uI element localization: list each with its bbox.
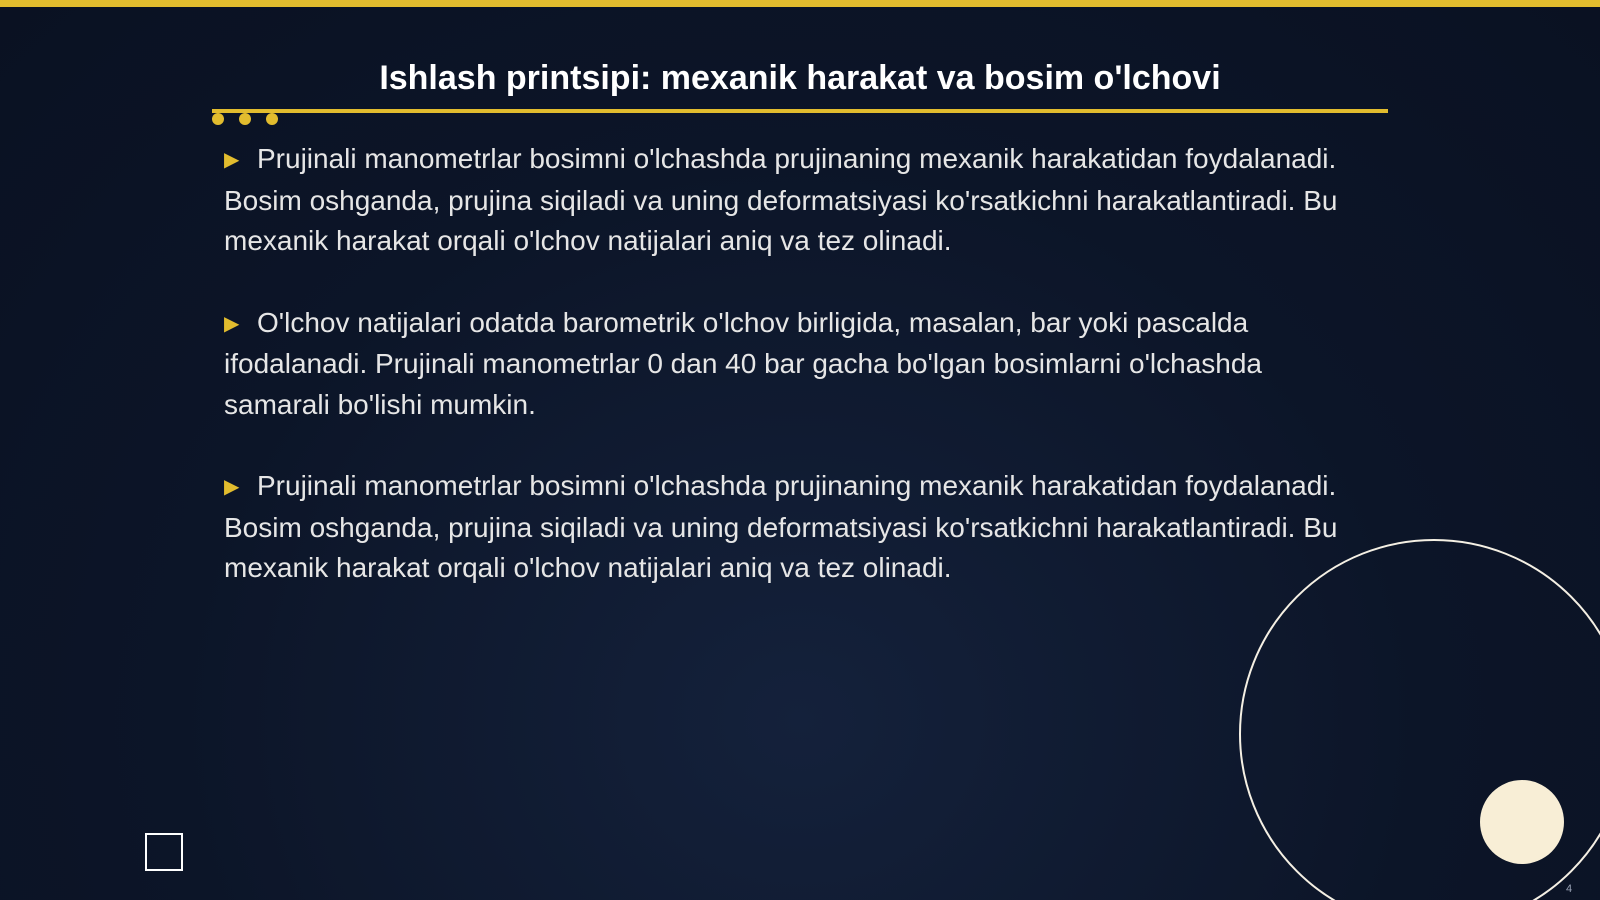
slide-title: Ishlash printsipi: mexanik harakat va bosim o'lchovi xyxy=(379,59,1221,97)
bullet-paragraph-1 xyxy=(224,139,1374,262)
top-accent-bar xyxy=(0,0,1600,7)
triangle-bullet-icon: ▶ xyxy=(224,476,240,498)
dot-icon xyxy=(266,113,278,125)
title-underline xyxy=(212,109,1388,113)
triangle-bullet-icon: ▶ xyxy=(224,312,240,335)
bullet-text: Prujinali manometrlar bosimni o'lchashda prujinaning mexanik harakatidan foydalanadi. Bosim oshganda, prujina siqiladi va uning deformatsiyasi ko'rsatkichni harakatlantiradi. Bu mexanik harakat orqali o'lchov natijalari aniq va tez olinadi. xyxy=(224,470,1338,583)
decorative-circle-filled xyxy=(1480,780,1564,864)
dot-icon xyxy=(212,113,224,125)
bullet-text: O'lchov natijalari odatda barometrik o'lchov birligida, masalan, bar yoki pascalda ifodalanadi. Prujinali manometrlar 0 dan 40 bar gacha bo'lgan bosimlarni o'lchashda samarali bo'lishi mumkin. xyxy=(224,306,1262,420)
bullet-paragraph-3 xyxy=(224,466,1374,589)
page-number: 4 xyxy=(1566,883,1573,895)
bullet-list xyxy=(224,139,1374,630)
bullet-paragraph-2 xyxy=(224,303,1374,426)
bullet-text: Prujinali manometrlar bosimni o'lchashda prujinaning mexanik harakatidan foydalanadi. Bosim oshganda, prujina siqiladi va uning deformatsiyasi ko'rsatkichni harakatlantiradi. Bu mexanik harakat orqali o'lchov natijalari aniq va tez olinadi. xyxy=(224,143,1338,256)
triangle-bullet-icon: ▶ xyxy=(224,149,240,171)
dot-icon xyxy=(239,113,251,125)
decorative-square-outline xyxy=(145,833,183,871)
decorative-dots xyxy=(212,113,282,125)
